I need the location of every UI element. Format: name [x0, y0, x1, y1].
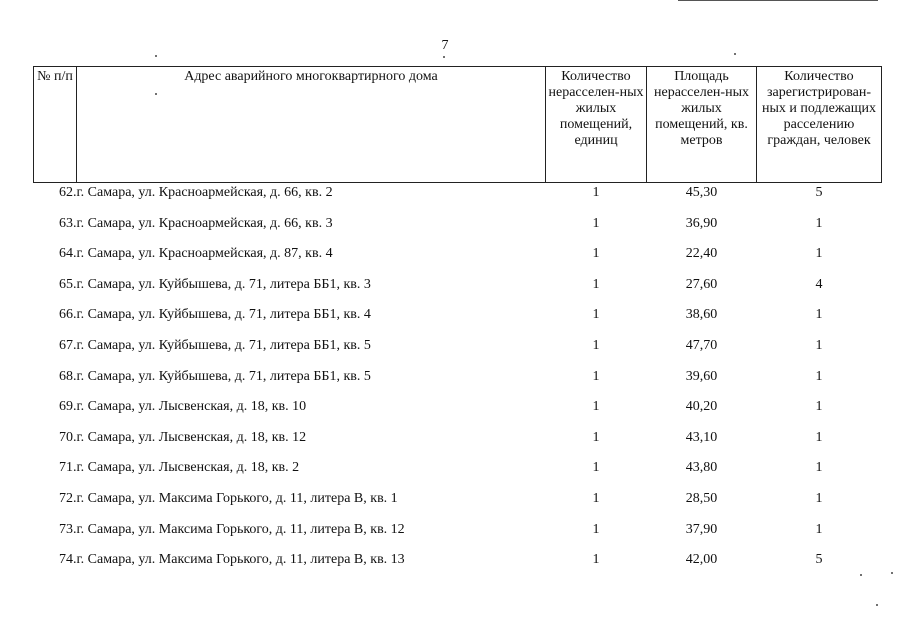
header-people: Количество зарегистрирован-ных и подлежащих расселению граждан, человек: [757, 67, 882, 183]
row-address: г. Самара, ул. Красноармейская, д. 66, кв. 2: [76, 185, 333, 200]
row-area: 38,60: [685, 307, 718, 323]
scan-speck: [155, 55, 157, 57]
row-number: 73.: [59, 521, 77, 537]
table-row: [34, 550, 882, 581]
header-area: Площадь нерасселен-ных жилых помещений, кв. метров: [647, 67, 757, 183]
row-area: 37,90: [685, 521, 718, 537]
row-address: г. Самара, ул. Куйбышева, д. 71, литера ББ1, кв. 5: [76, 337, 371, 353]
row-residents: 1: [815, 246, 823, 262]
row-number: 71.: [59, 460, 77, 476]
row-residents: 5: [815, 552, 823, 568]
table-row: [34, 367, 882, 398]
row-number: 65.: [59, 276, 77, 292]
row-residents: 1: [815, 399, 823, 415]
row-residents: 1: [815, 215, 823, 231]
row-number: 74.: [59, 552, 77, 568]
table-header-row: [34, 67, 882, 183]
scan-speck: [734, 53, 736, 55]
table-row: [34, 183, 882, 214]
table-body: [34, 183, 882, 581]
row-number: 64.: [59, 246, 77, 262]
header-address: Адрес аварийного многоквартирного дома: [77, 67, 546, 183]
row-number: 62.: [59, 185, 77, 200]
scan-speck: [891, 572, 893, 574]
row-number: 66.: [59, 307, 77, 323]
header-num: № п/п: [34, 67, 77, 183]
row-units-count: 1: [592, 215, 600, 231]
row-residents: 1: [815, 460, 823, 476]
row-residents: 1: [815, 307, 823, 323]
row-units-count: 1: [592, 552, 600, 568]
table-row: [34, 214, 882, 245]
row-residents: 1: [815, 429, 823, 445]
row-address: г. Самара, ул. Куйбышева, д. 71, литера ББ1, кв. 5: [76, 368, 371, 384]
row-number: 63.: [59, 215, 77, 231]
row-address: г. Самара, ул. Максима Горького, д. 11, литера В, кв. 13: [76, 552, 405, 568]
table-row: [34, 520, 882, 551]
row-address: г. Самара, ул. Максима Горького, д. 11, литера В, кв. 12: [76, 521, 405, 537]
table-row: [34, 336, 882, 367]
row-area: 39,60: [685, 368, 718, 384]
scan-speck: [860, 574, 862, 576]
row-area: 45,30: [685, 185, 718, 200]
table-row: [34, 458, 882, 489]
page-number: 7: [441, 38, 449, 53]
scan-speck: [443, 56, 445, 58]
table-row: [34, 489, 882, 520]
row-units-count: 1: [592, 246, 600, 262]
row-units-count: 1: [592, 460, 600, 476]
row-area: 28,50: [685, 490, 718, 506]
row-residents: 5: [815, 185, 823, 200]
table-row: [34, 275, 882, 306]
row-residents: 1: [815, 337, 823, 353]
table-row: [34, 397, 882, 428]
row-number: 67.: [59, 337, 77, 353]
row-address: г. Самара, ул. Куйбышева, д. 71, литера ББ1, кв. 4: [76, 307, 371, 323]
row-residents: 1: [815, 490, 823, 506]
row-units-count: 1: [592, 429, 600, 445]
row-residents: 1: [815, 368, 823, 384]
row-residents: 1: [815, 521, 823, 537]
row-units-count: 1: [592, 521, 600, 537]
row-units-count: 1: [592, 490, 600, 506]
row-address: г. Самара, ул. Максима Горького, д. 11, литера В, кв. 1: [76, 490, 398, 506]
header-count: Количество нерасселен-ных жилых помещений, единиц: [546, 67, 647, 183]
scan-speck: [876, 604, 878, 606]
row-units-count: 1: [592, 185, 600, 200]
row-units-count: 1: [592, 337, 600, 353]
table-row: [34, 428, 882, 459]
row-units-count: 1: [592, 307, 600, 323]
row-address: г. Самара, ул. Лысвенская, д. 18, кв. 10: [76, 399, 307, 415]
row-number: 69.: [59, 399, 77, 415]
row-area: 43,10: [685, 429, 718, 445]
row-residents: 4: [815, 276, 823, 292]
row-number: 72.: [59, 490, 77, 506]
row-area: 42,00: [685, 552, 718, 568]
row-area: 36,90: [685, 215, 718, 231]
emergency-housing-table: [33, 66, 882, 581]
row-address: г. Самара, ул. Лысвенская, д. 18, кв. 12: [76, 429, 307, 445]
row-address: г. Самара, ул. Лысвенская, д. 18, кв. 2: [76, 460, 300, 476]
row-units-count: 1: [592, 276, 600, 292]
row-number: 70.: [59, 429, 77, 445]
top-edge-rule: [678, 0, 878, 1]
row-area: 47,70: [685, 337, 718, 353]
row-address: г. Самара, ул. Куйбышева, д. 71, литера ББ1, кв. 3: [76, 276, 371, 292]
row-number: 68.: [59, 368, 77, 384]
row-area: 40,20: [685, 399, 718, 415]
row-units-count: 1: [592, 368, 600, 384]
table-row: [34, 244, 882, 275]
scan-speck: [155, 93, 157, 95]
row-area: 27,60: [685, 276, 718, 292]
row-units-count: 1: [592, 399, 600, 415]
row-area: 22,40: [685, 246, 718, 262]
row-address: г. Самара, ул. Красноармейская, д. 66, кв. 3: [76, 215, 333, 231]
table-row: [34, 305, 882, 336]
row-address: г. Самара, ул. Красноармейская, д. 87, кв. 4: [76, 246, 333, 262]
row-area: 43,80: [685, 460, 718, 476]
